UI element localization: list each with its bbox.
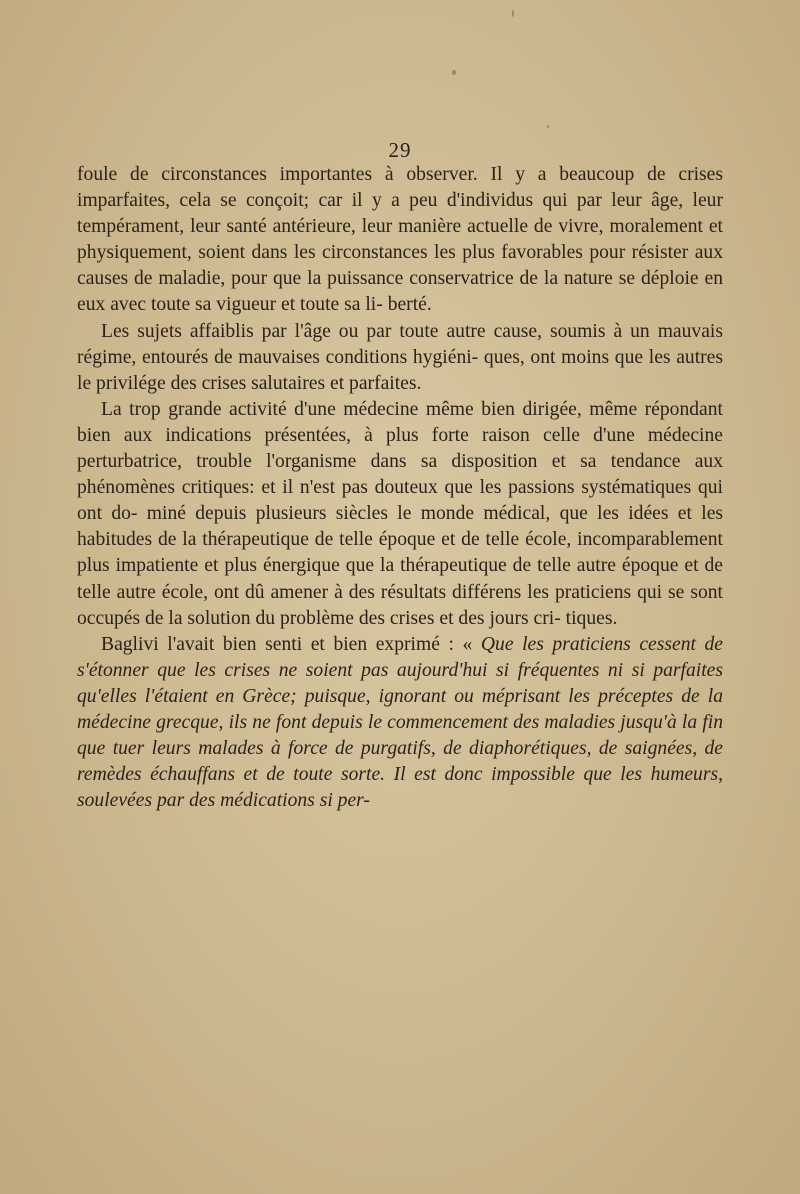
text-line: aux causes de maladie, pour que la puissance conservatrice de <box>77 242 723 290</box>
text-line: même répondant bien aux indications présentées, à plus forte <box>77 398 723 446</box>
quote-line: impossible que les humeurs, soulevées par des médications si per- <box>77 764 723 812</box>
text-line: de crises imparfaites, cela se conçoit; car il y a peu d'individus <box>77 164 723 212</box>
text-line: qui par leur âge, leur tempérament, leur santé antérieure, <box>77 190 723 238</box>
text-line: Les sujets affaiblis par l'âge ou par toute autre cause, soumis <box>101 320 606 342</box>
page-number: 29 <box>388 138 412 162</box>
text-line: et parfaites. <box>330 372 422 394</box>
text-line: la thérapeutique de telle autre époque et de telle autre école, <box>77 555 723 603</box>
text-line: les habitudes de la thérapeutique de telle époque et de telle <box>77 503 724 551</box>
quote-line: ne font depuis le commencement des maladies jusqu'à la fin que <box>77 711 723 760</box>
text-line: la nature se déploie en eux avec toute sa vigueur et toute sa li- <box>77 268 723 316</box>
text-line: raison celle d'une médecine perturbatrice, trouble l'organisme <box>77 424 723 473</box>
paragraph-2 <box>77 319 723 397</box>
quote-line: saignées, de remèdes échauffans et de toute sorte. Il est donc <box>77 738 723 786</box>
quote-line: cessent de s'étonner que les crises ne soient pas aujourd'hui si <box>77 633 723 681</box>
text-line: leur manière actuelle de vivre, moralement et physiquement, <box>77 216 723 264</box>
text-line: ques, ont moins que les autres le privilége des crises salutaires <box>77 346 724 394</box>
text-line: tiques. <box>565 607 618 629</box>
quote-line: ignorant ou méprisant les préceptes de la médecine grecque, ils <box>77 685 723 733</box>
paragraph-3 <box>77 397 723 632</box>
quote-line: tuer leurs malades à force de purgatifs, de diaphorétiques, de <box>112 738 618 760</box>
quote-intro: Baglivi l'avait bien senti et bien exprimé : « <box>101 633 481 655</box>
text-line: dans sa disposition et sa tendance aux phénomènes critiques: et <box>77 451 723 499</box>
text-line: foule de circonstances importantes à observer. Il y a beaucoup <box>77 164 635 185</box>
text-line: à un mauvais régime, entourés de mauvaises conditions hygiéni- <box>77 320 723 368</box>
text-line: miné depuis plusieurs siècles le monde médical, que les idées et <box>146 503 692 525</box>
paper-speck <box>547 125 549 128</box>
text-line: occupés de la solution du problème des crises et des jours cri- <box>77 607 561 629</box>
text-line: La trop grande activité d'une médecine même bien dirigée, <box>101 398 582 420</box>
text-line: berté. <box>387 294 432 316</box>
paper-speck <box>452 70 456 75</box>
quote-line: fréquentes ni si parfaites qu'elles l'étaient en Grèce; puisque, <box>77 659 724 707</box>
quote-line: Que les praticiens <box>480 633 631 655</box>
text-line: il n'est pas douteux que les passions systématiques qui ont do- <box>77 477 723 525</box>
paragraph-4 <box>77 632 723 815</box>
paper-speck <box>512 10 514 17</box>
text-line: école, incomparablement plus impatiente et plus énergique que <box>77 529 723 577</box>
body-text <box>77 162 723 814</box>
text-line: ont dû amener à des résultats différens les praticiens qui se sont <box>213 581 723 603</box>
text-line: soient dans les circonstances les plus favorables pour résister <box>198 242 689 264</box>
paragraph-1 <box>77 162 723 319</box>
